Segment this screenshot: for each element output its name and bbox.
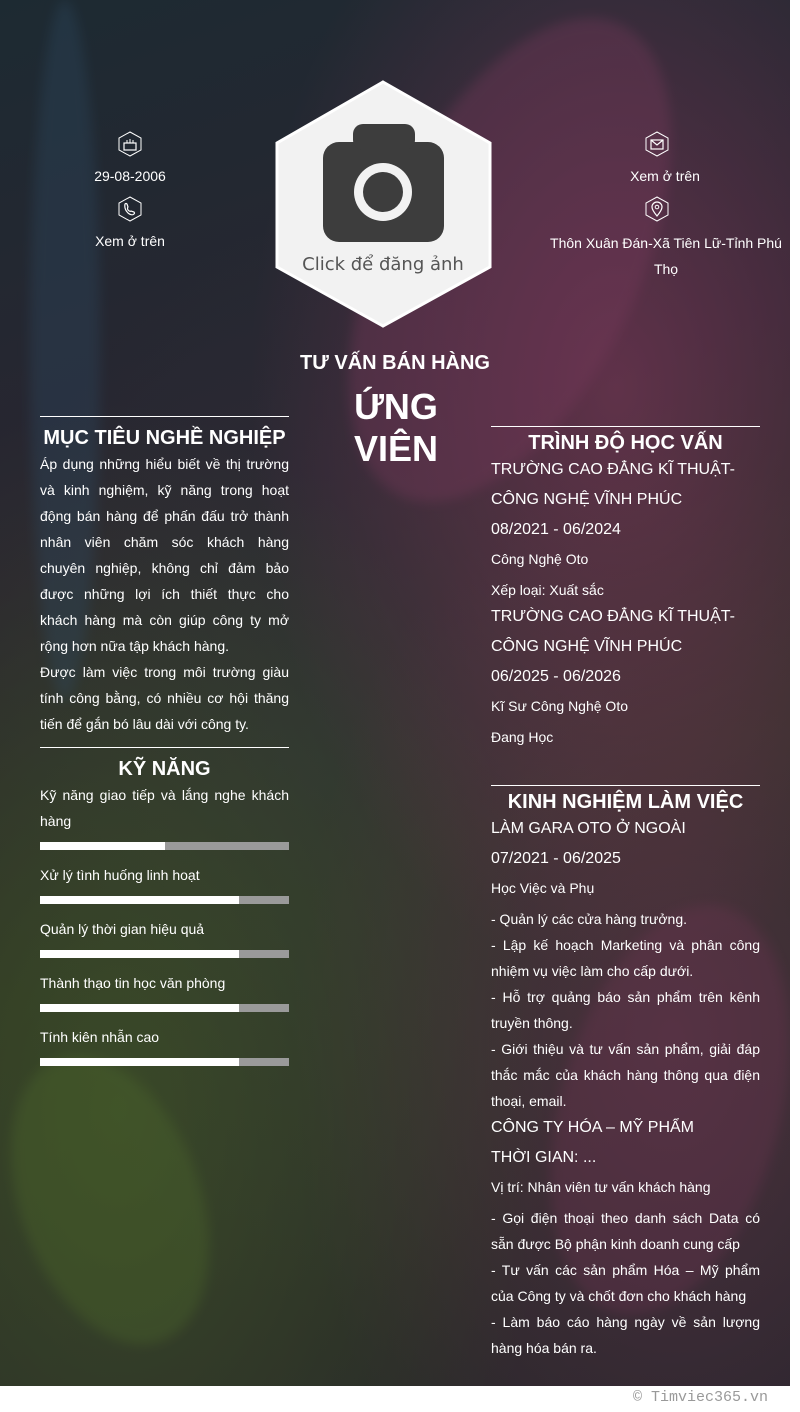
experience-period: THỜI GIAN: ...	[491, 1149, 597, 1166]
experience-duty: - Hỗ trợ quảng báo sản phẩm trên kênh truyền thông.	[491, 989, 760, 1031]
email-text: Xem ở trên	[630, 168, 700, 184]
location-pin-icon	[644, 196, 670, 222]
education-period: 06/2025 - 06/2026	[491, 668, 621, 685]
education-major: Công Nghệ Oto	[491, 551, 589, 567]
name-line-2: VIÊN	[353, 428, 439, 469]
address-text: Thôn Xuân Đán-Xã Tiên Lữ-Tỉnh Phú Thọ	[550, 235, 782, 277]
experience-duty: - Làm báo cáo hàng ngày về sản lượng hàng hóa bán ra.	[491, 1314, 760, 1356]
education-note: Đang Học	[491, 729, 554, 745]
skill-bar	[40, 950, 289, 958]
photo-caption: Click để đăng ảnh	[302, 254, 464, 275]
birthday-cake-icon	[117, 131, 143, 157]
education-school: TRƯỜNG CAO ĐẲNG KĨ THUẬT-CÔNG NGHỆ VĨNH PHÚC	[491, 461, 735, 508]
education-heading: TRÌNH ĐỘ HỌC VẤN	[528, 432, 723, 454]
education-period: 08/2021 - 06/2024	[491, 521, 621, 538]
experience-duty: - Quản lý các cửa hàng trưởng.	[491, 911, 688, 927]
education-note: Xếp loại: Xuất sắc	[491, 582, 604, 598]
experience-heading: KINH NGHIỆM LÀM VIỆC	[507, 791, 744, 813]
copyright-text: © Timviec365.vn	[632, 1389, 768, 1406]
name-line-1: ỨNG	[354, 386, 438, 427]
skill-name: Tính kiên nhẫn cao	[40, 1029, 160, 1045]
skill-bar	[40, 1004, 289, 1012]
skill-name: Quản lý thời gian hiệu quả	[40, 921, 205, 937]
job-title: TƯ VẤN BÁN HÀNG	[300, 352, 490, 374]
divider	[40, 416, 289, 417]
divider	[491, 785, 760, 786]
skill-bar-fill	[40, 1004, 239, 1012]
skill-bar	[40, 842, 289, 850]
candidate-name	[320, 386, 472, 470]
skill-bar-fill	[40, 950, 239, 958]
education-school: TRƯỜNG CAO ĐẲNG KĨ THUẬT-CÔNG NGHỆ VĨNH PHÚC	[491, 608, 735, 655]
divider	[40, 747, 289, 748]
experience-duty: - Tư vấn các sản phẩm Hóa – Mỹ phẩm của Công ty và chốt đơn cho khách hàng	[491, 1262, 760, 1304]
skill-name: Thành thạo tin học văn phòng	[40, 975, 226, 991]
phone-text: Xem ở trên	[95, 233, 165, 249]
skill-bar-fill	[40, 1058, 239, 1066]
experience-duty: - Gọi điện thoại theo danh sách Data có sẵn được Bộ phận kinh doanh cung cấp	[491, 1210, 760, 1252]
objective-paragraph-2: Được làm việc trong môi trường giàu tính công bằng, có nhiều cơ hội thăng tiến để gắn bó lâu dài với công ty.	[40, 664, 289, 732]
divider	[491, 426, 760, 427]
avatar-upload[interactable]	[275, 80, 492, 328]
email-icon	[644, 131, 670, 157]
background-leaf	[0, 1028, 246, 1371]
education-major: Kĩ Sư Công Nghệ Oto	[491, 698, 628, 714]
experience-duty: - Giới thiệu và tư vấn sản phẩm, giải đáp thắc mắc của khách hàng thông qua điện thoại, email.	[491, 1041, 760, 1109]
skills-heading: KỸ NĂNG	[118, 758, 211, 780]
skill-name: Xử lý tình huống linh hoạt	[40, 867, 200, 883]
skill-bar-fill	[40, 842, 165, 850]
phone-icon	[117, 196, 143, 222]
objective-paragraph-1: Áp dụng những hiểu biết về thị trường và kinh nghiệm, kỹ năng trong hoạt động bán hàng để phấn đấu trở thành nhân viên chăm sóc khách hàng chuyên nghiệp, không chỉ đảm bảo được những lợi ích thiết thực cho khách hàng mà còn giúp công ty mở rộng hơn nữa tập khách hàng.	[40, 456, 289, 654]
experience-role: Vị trí: Nhân viên tư vấn khách hàng	[491, 1179, 711, 1195]
footer	[0, 1386, 800, 1412]
experience-period: 07/2021 - 06/2025	[491, 850, 621, 867]
experience-company: LÀM GARA OTO Ở NGOÀI	[491, 820, 686, 837]
skill-name: Kỹ năng giao tiếp và lắng nghe khách hàng	[40, 787, 289, 829]
skill-bar	[40, 896, 289, 904]
experience-role: Học Việc và Phụ	[491, 880, 595, 896]
skill-bar	[40, 1058, 289, 1066]
skill-bar-fill	[40, 896, 239, 904]
objective-heading: MỤC TIÊU NGHỀ NGHIỆP	[43, 427, 286, 449]
birthday-text: 29-08-2006	[94, 168, 166, 184]
experience-company: CÔNG TY HÓA – MỸ PHẨM	[491, 1119, 695, 1136]
experience-duty: - Lập kế hoạch Marketing và phân công nhiệm vụ việc làm cho cấp dưới.	[491, 937, 760, 979]
